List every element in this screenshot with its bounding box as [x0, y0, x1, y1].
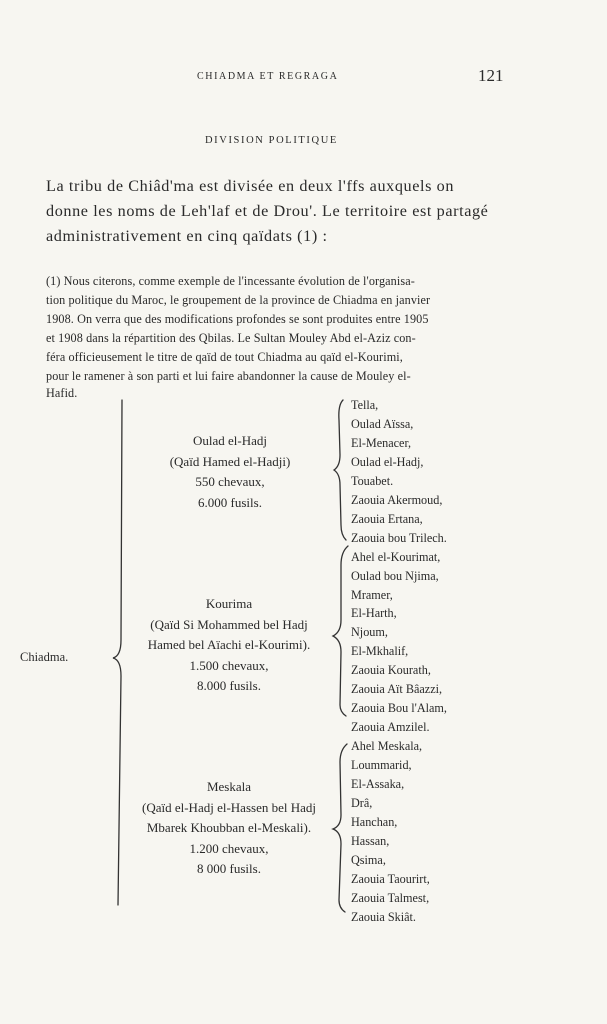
tribe-item: El-Mkhalif,	[351, 644, 409, 659]
footnote-line: 1908. On verra que des modifications profondes se sont produites entre 1905	[46, 312, 429, 326]
tribe-item: Oulad bou Njima,	[351, 568, 439, 583]
group-rifles: 6.000 fusils.	[198, 494, 262, 510]
tribe-item: Zaouia Bou l'Alam,	[351, 701, 447, 716]
group-horses: 550 chevaux,	[195, 474, 265, 489]
tribe-item: Mramer,	[351, 587, 393, 602]
group-qaid: Mbarek Khoubban el-Meskali).	[146, 820, 312, 835]
tribe-item: El-Menacer,	[351, 435, 412, 450]
body-line: La tribu de Chiâd'ma est divisée en deux l'ffs auxquels on	[46, 177, 455, 195]
tribe-item: Zaouia Talmest,	[351, 890, 430, 905]
group-kourima	[113, 594, 345, 697]
group-qaid: Hamed bel Aïachi el-Kourimi).	[147, 637, 311, 652]
group-qaid: (Qaïd el-Hadj el-Hassen bel Hadj	[142, 799, 316, 815]
tribe-item: Oulad el-Hadj,	[351, 454, 424, 469]
tribe-item: Zaouia bou Trilech.	[351, 530, 447, 545]
tribe-item: Ahel el-Kourimat,	[351, 549, 441, 564]
tribe-item: Oulad Aïssa,	[351, 416, 414, 431]
tribe-item: Zaouia Akermoud,	[351, 492, 443, 507]
group-name: Kourima	[205, 596, 253, 611]
group-name: Meskala	[206, 779, 252, 794]
tribe-item: Tella,	[351, 398, 379, 412]
section-title: DIVISION POLITIQUE	[205, 135, 338, 146]
group-meskala	[113, 777, 345, 880]
tribe-item: Zaouia Kourath,	[351, 663, 431, 678]
tribe-item: Hanchan,	[351, 814, 398, 829]
body-line: administrativement en cinq qaïdats (1) :	[46, 227, 328, 245]
tribe-item: Zaouia Taourirt,	[351, 871, 430, 886]
group-name: Oulad el-Hadj	[192, 433, 267, 448]
tribe-item: Loummarid,	[351, 758, 412, 773]
tribe-item: El-Assaka,	[351, 777, 405, 792]
tribe-item: Qsima,	[351, 852, 386, 867]
tribe-list	[351, 396, 447, 927]
tribe-item: Zaouia Skiât.	[351, 909, 416, 924]
tribe-item: Zaouia Ertana,	[351, 511, 423, 526]
footnote-line: (1) Nous citerons, comme exemple de l'incessante évolution de l'organisa-	[46, 274, 415, 288]
group-horses: 1.500 chevaux,	[189, 657, 269, 673]
footnote-line: pour le ramener à son parti et lui faire abandonner la cause de Mouley el-	[46, 369, 411, 383]
tribe-item: Hassan,	[351, 833, 390, 848]
tribe-item: Zaouia Aït Bâazzi,	[351, 682, 443, 697]
tribe-item: Drâ,	[351, 796, 373, 811]
tribe-item: Njoum,	[351, 625, 388, 640]
group-brace-1	[334, 400, 346, 540]
tribe-item: El-Harth,	[351, 606, 397, 621]
footnote-line: féra officieusement le titre de qaïd de tout Chiadma au qaïd el-Kourimi,	[46, 350, 403, 364]
footnote-line: Hafid.	[46, 386, 78, 400]
footnote-line: tion politique du Maroc, le groupement de la province de Chiadma en janvier	[46, 293, 431, 307]
tribe-item: Zaouia Amzilel.	[351, 720, 430, 735]
tribe-item: Ahel Meskala,	[351, 739, 423, 754]
group-oulad-el-hadj	[125, 431, 335, 513]
province-label: Chiadma.	[20, 650, 69, 664]
group-rifles: 8 000 fusils.	[197, 861, 261, 876]
body-line: donne les noms de Leh'laf et de Drou'. Le territoire est partagé	[46, 202, 489, 220]
group-qaid: (Qaïd Hamed el-Hadji)	[169, 453, 291, 469]
running-head: CHIADMA ET REGRAGA	[197, 71, 339, 82]
page-number: 121	[478, 66, 504, 85]
footnote-line: et 1908 dans la répartition des Qbilas. Le Sultan Mouley Abd el-Aziz con-	[46, 331, 416, 345]
group-rifles: 8.000 fusils.	[197, 678, 261, 693]
tribe-item: Touabet.	[351, 473, 394, 488]
group-horses: 1.200 chevaux,	[189, 840, 269, 856]
group-qaid: (Qaïd Si Mohammed bel Hadj	[150, 616, 308, 632]
